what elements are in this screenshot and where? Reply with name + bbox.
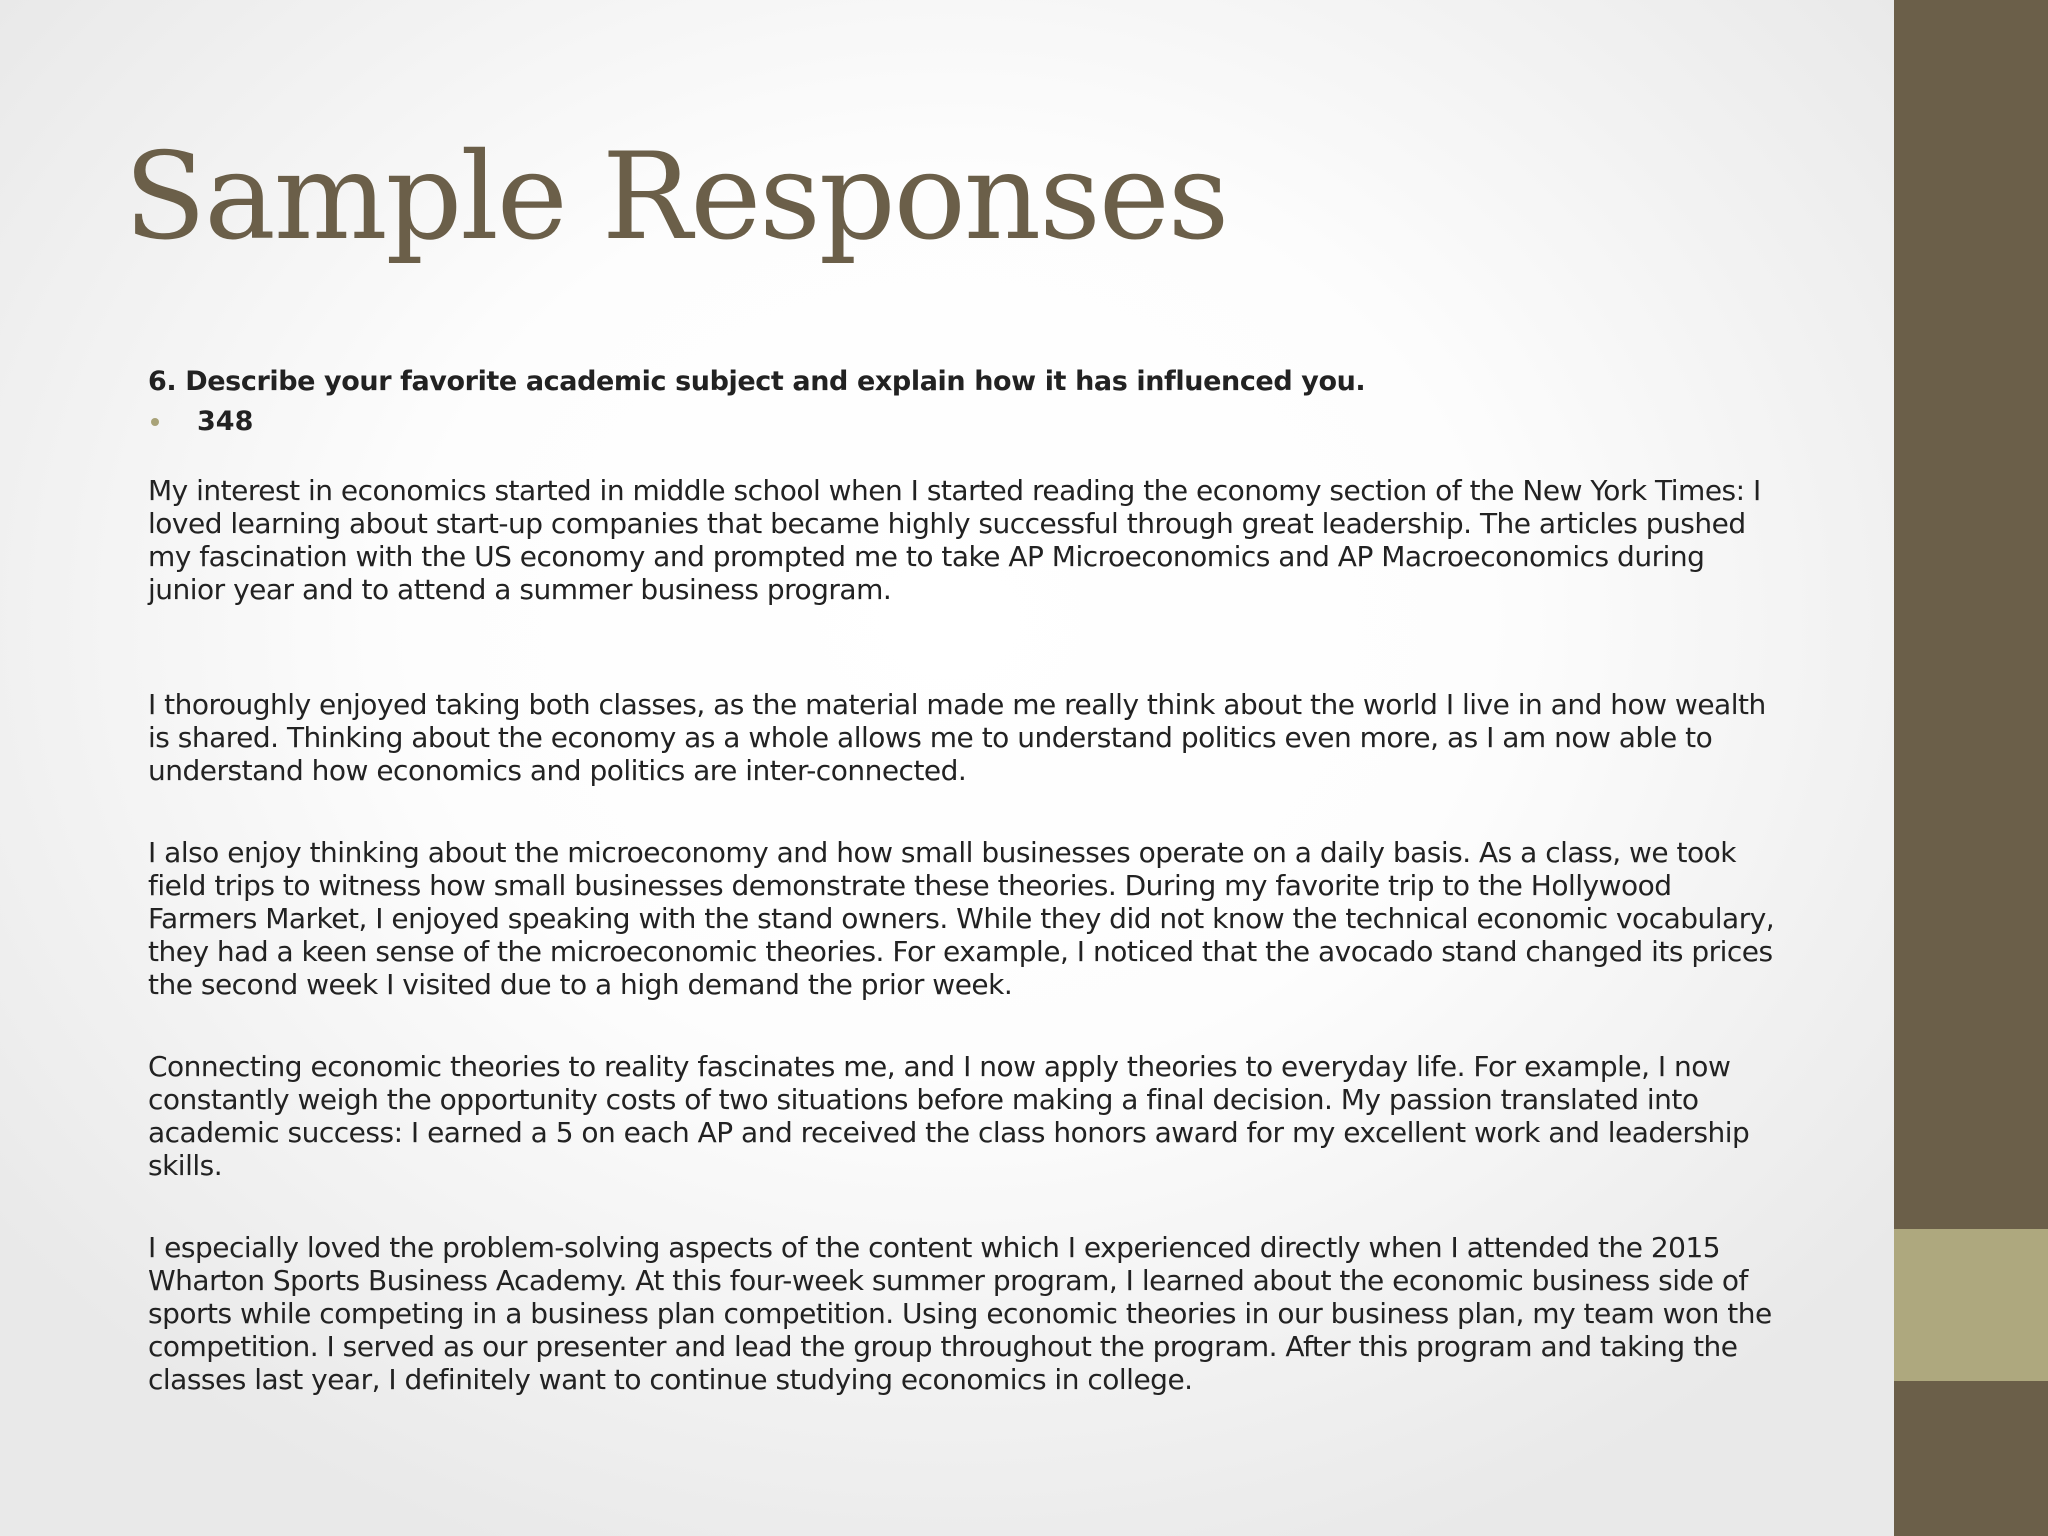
slide-content [148,362,1788,1396]
paragraph-spacer [148,1182,1788,1231]
paragraph-2: I thoroughly enjoyed taking both classes, as the material made me really think about the world I live in and how wealth is shared. Thinking about the economy as a whole allows me to understand politics even more, as I am now able to understand how economics and politics are inter-connected. [148,688,1766,787]
bullet-icon [151,418,159,426]
paragraph-5: I especially loved the problem-solving aspects of the content which I experienced directly when I attended the 2015 Wharton Sports Business Academy. At this four-week summer program, I learned about the economic business side of sports while competing in a business plan competition. Using economic theories in our business plan, my team won the competition. I served as our presenter and lead the group throughout the program. After this program and taking the classes last year, I definitely want to continue studying economics in college. [148,1231,1772,1396]
paragraph-spacer [148,1001,1788,1050]
paragraph-4: Connecting economic theories to reality fascinates me, and I now apply theories to everyday life. For example, I now constantly weigh the opportunity costs of two situations before making a final decision. My passion translated into academic success: I earned a 5 on each AP and received the class honors award for my excellent work and leadership skills. [148,1050,1750,1182]
paragraph-1: My interest in economics started in middle school when I started reading the economy section of the New York Times: I loved learning about start-up companies that became highly successful through great leadership. The articles pushed my fascination with the US economy and prompted me to take AP Microeconomics and AP Macroeconomics during junior year and to attend a summer business program. [148,474,1761,606]
paragraph-spacer [148,606,1788,688]
paragraph-3: I also enjoy thinking about the microeconomy and how small businesses operate on a daily basis. As a class, we took field trips to witness how small businesses demonstrate these theories. During my favorite trip to the Hollywood Farmers Market, I enjoyed speaking with the stand owners. While they did not know the technical economic vocabulary, they had a keen sense of the microeconomic theories. For example, I noticed that the avocado stand changed its prices the second week I visited due to a high demand the prior week. [148,836,1775,1001]
slide-title: Sample Responses [124,128,1228,267]
side-decoration-accent [1894,1229,2048,1381]
paragraph-spacer [148,787,1788,836]
question-heading: 6. Describe your favorite academic subject and explain how it has influenced you. [148,366,1366,397]
bullet-text: 348 [197,406,254,437]
bullet-item [148,402,1788,442]
